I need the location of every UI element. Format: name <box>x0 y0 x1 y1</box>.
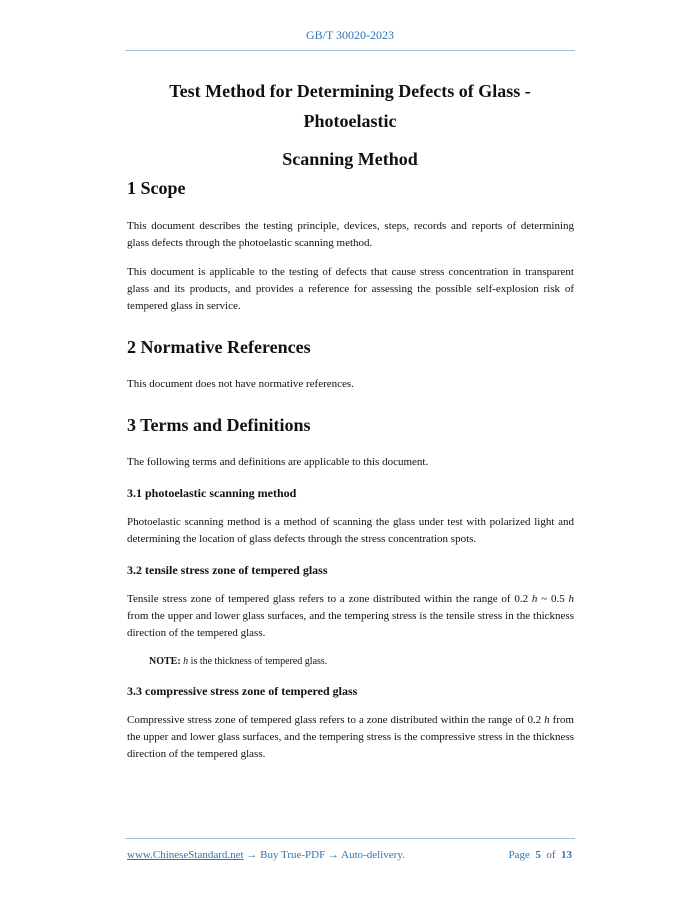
footer-divider <box>125 838 575 839</box>
section-1-paragraph-2: This document is applicable to the testing of defects that cause stress concentration in transparent glass and its products, and provides a reference for assessing the possible self-explosion risk of tempered glass in service. <box>127 266 574 312</box>
section-2-heading: 2 Normative References <box>127 337 311 357</box>
section-1-heading: 1 Scope <box>127 178 186 198</box>
current-page: 5 <box>535 849 541 861</box>
term-3-2-note: NOTE: h is the thickness of tempered glass. <box>149 656 328 667</box>
section-2-paragraph: This document does not have normative references. <box>127 378 354 390</box>
section-1-paragraph-1: This document describes the testing principle, devices, steps, records and reports of determining glass defects through the photoelastic scanning method. <box>127 220 574 249</box>
term-3-1-body: Photoelastic scanning method is a method of scanning the glass under test with polarized light and determining the location of glass defects through the stress concentration spots. <box>127 516 574 545</box>
total-pages: 13 <box>561 849 572 861</box>
title-line-2: Scanning Method <box>282 149 418 169</box>
section-3-intro: The following terms and definitions are applicable to this document. <box>127 456 429 468</box>
term-3-1-heading: 3.1 photoelastic scanning method <box>127 486 297 500</box>
document-header <box>125 28 575 43</box>
standard-number: GB/T 30020-2023 <box>305 28 395 42</box>
section-3-heading: 3 Terms and Definitions <box>127 415 311 435</box>
page-indicator: Page 5 of 13 <box>508 849 572 861</box>
document-title <box>125 76 575 174</box>
term-3-3-heading: 3.3 compressive stress zone of tempered glass <box>127 684 358 698</box>
document-body <box>127 176 574 763</box>
term-3-2-heading: 3.2 tensile stress zone of tempered glass <box>127 563 328 577</box>
chinesestandard-link[interactable]: www.ChineseStandard.net <box>127 849 244 861</box>
term-3-3-body: Compressive stress zone of tempered glass refers to a zone distributed within the range of 0.2 h from the upper and lower glass surfaces, and the tempering stress is the compressive stress in the thickness direction of the tempered glass. <box>127 714 574 760</box>
footer-promo: www.ChineseStandard.net → Buy True-PDF → Auto-delivery. <box>127 849 405 861</box>
auto-delivery-text: Auto-delivery. <box>341 849 405 861</box>
title-line-1: Test Method for Determining Defects of Glass - Photoelastic <box>169 81 531 131</box>
buy-pdf-text: Buy True-PDF <box>260 849 326 861</box>
header-divider <box>125 50 575 51</box>
term-3-2-body: Tensile stress zone of tempered glass refers to a zone distributed within the range of 0.2 h ~ 0.5 h from the upper and lower glass surfaces, and the tempering stress is the tensile stress in the thickness direction of the tempered glass. <box>127 593 574 639</box>
